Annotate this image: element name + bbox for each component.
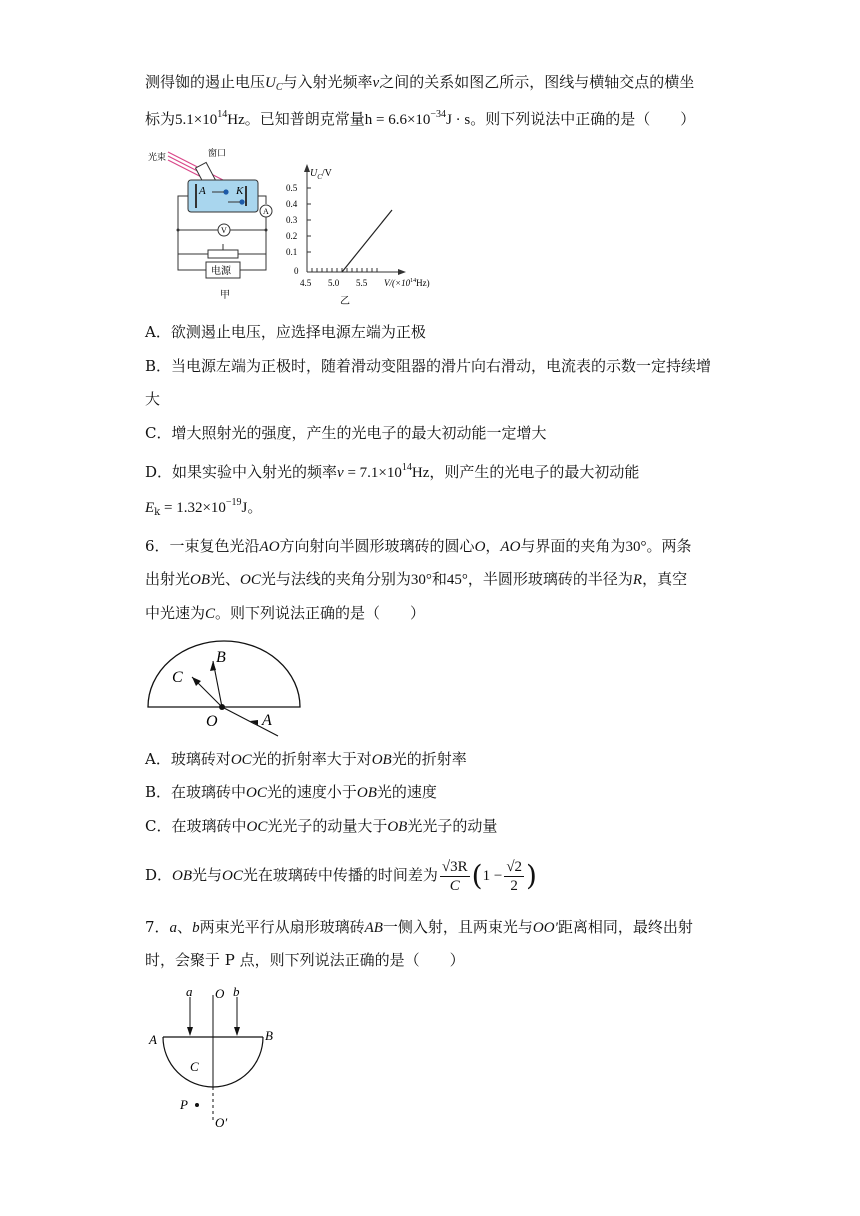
q7-stem-line-1: 7．a、b两束光平行从扇形玻璃砖AB一侧入射，且两束光与OO′距离相同，最终出射 [145,918,693,936]
axis-o-label: O [215,986,225,1001]
ammeter-symbol: A [263,207,269,216]
figure-jia-caption: 甲 [220,290,230,301]
axis-o-prime-label: O′ [215,1115,228,1130]
ray-a-label: a [186,984,193,999]
y-tick-label: 0.5 [286,183,298,193]
q6-stem-line-2: 出射光OB光、OC光与法线的夹角分别为30°和45°，半圆形玻璃砖的半径为R，真空 [145,570,688,588]
ray-b-label: B [216,649,226,666]
y-tick-label: 0 [294,266,299,276]
q5-option-b-line-2: 大 [145,390,161,408]
stopping-voltage-chart [280,156,450,306]
center-c-label: C [190,1059,199,1074]
point-a-label: A [149,1032,157,1047]
x-tick-label: 5.5 [356,278,368,288]
q6-stem-line-1: 6．一束复色光沿AO方向射向半圆形玻璃砖的圆心O，AO与界面的夹角为30°。两条 [145,537,692,555]
uc-frequency-line [342,210,392,272]
x-tick-label: 4.5 [300,278,312,288]
q5-option-a: A．欲测遏止电压，应选择电源左端为正极 [145,323,426,341]
q5-option-d-line-2: $E_k = 1.32\times 10^{-19}J$。 [145,497,263,518]
voltmeter-symbol: V [221,226,227,235]
time-fraction: $\frac{√3R}{C}$ [441,858,468,894]
window-label: 窗口 [208,148,227,158]
q5-option-d-line-1: D．如果实验中入射光的频率$v = 7.1\times 10^{14}Hz$，则产生的光电子的最大初动能 [145,462,640,481]
sqrt2-fraction: $\frac{√2}{2}$ [506,858,523,894]
q6-option-a: A．玻璃砖对OC光的折射率大于对OB光的折射率 [145,750,467,768]
photoelectric-apparatus-figure [148,142,278,304]
q5-option-b-line-1: B．当电源左端为正极时，随着滑动变阻器的滑片向右滑动，电流表的示数一定持续增 [145,357,712,375]
y-tick-label: 0.1 [286,247,298,257]
light-beam-label: 光束 [148,152,167,162]
y-tick-label: 0.3 [286,215,298,225]
ray-b-label: b [233,984,240,999]
x-tick-label: 5.0 [328,278,340,288]
x-axis-label: $V/(\times 10^{14}Hz)$ [384,278,430,288]
q5-stem-line-2: 标为$5.1\times 10^{14}Hz$。已知普朗克常量$h = 6.6\times 10^{-34}J \cdot s$。则下列说法中正确的是（ ） [145,109,696,128]
figure-yi-caption: 乙 [340,296,350,306]
point-p-label: P [180,1097,188,1112]
sector-glass-figure [145,983,285,1133]
q6-stem-line-3: 中光速为C。则下列说法正确的是（ ） [145,604,426,622]
left-paren: ( [471,859,483,892]
ray-c-label: C [172,669,183,686]
q6-option-d: D．OB光与OC光在玻璃砖中传播的时间差为 $\frac{√3R}{C}$ (1 − $\frac{√2}{2}$ ) [145,858,537,894]
y-axis-label: $U_C/V$ [310,168,332,181]
q6-option-b: B．在玻璃砖中OC光的速度小于OB光的速度 [145,783,437,801]
y-tick-label: 0.4 [286,199,298,209]
center-o-label: O [206,713,218,730]
q6-option-c: C．在玻璃砖中OC光光子的动量大于OB光光子的动量 [145,817,498,835]
q7-stem-line-2: 时，会聚于 P 点，则下列说法正确的是（ ） [145,951,465,969]
y-tick-label: 0.2 [286,231,298,241]
anode-label: A [199,185,206,197]
q5-stem-line-1: 测得铷的遏止电压$U_C$与入射光频率v之间的关系如图乙所示，图线与横轴交点的横坐 [145,73,695,93]
ray-a-label: A [262,712,272,729]
right-paren: ) [526,859,537,892]
q5-option-c: C．增大照射光的强度，产生的光电子的最大初动能一定增大 [145,424,547,442]
cathode-label: K [236,185,244,197]
power-supply-label: 电源 [211,266,231,277]
point-b-label: B [265,1028,273,1043]
semicircle-refraction-figure [140,636,310,742]
